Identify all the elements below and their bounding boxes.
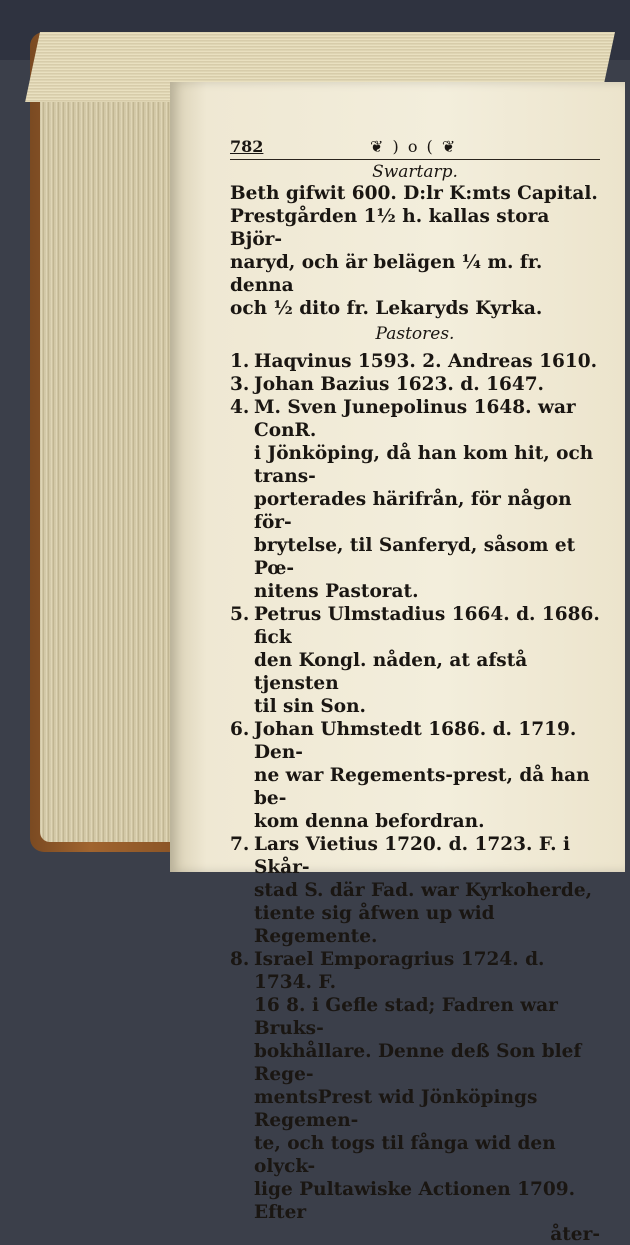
entry bbox=[230, 948, 600, 1224]
page-text bbox=[230, 137, 600, 1245]
entry-number: 5. bbox=[230, 604, 250, 625]
entry bbox=[230, 603, 600, 718]
entry-line: Israel Emporagrius 1724. d. 1734. F. bbox=[254, 949, 545, 993]
entry-line: den Kongl. nåden, at afstå tjensten bbox=[254, 650, 528, 694]
intro-line-4: och ½ dito fr. Lekaryds Kyrka. bbox=[230, 298, 543, 319]
header-ornament: ❦ ) o ( ❦ bbox=[370, 137, 458, 156]
entry-line: lige Pultawiske Actionen 1709. Efter bbox=[254, 1179, 576, 1223]
entry bbox=[230, 833, 600, 948]
entry-line: Johan Bazius 1623. d. 1647. bbox=[254, 374, 545, 395]
page-number: 782 bbox=[230, 137, 264, 156]
entry-number: 1. bbox=[230, 351, 250, 372]
entry-line: te, och togs til fånga wid den olyck- bbox=[254, 1133, 556, 1177]
entry-line: kom denna befordran. bbox=[254, 811, 485, 832]
entry-line: nitens Pastorat. bbox=[254, 581, 419, 602]
page-header bbox=[230, 137, 600, 160]
book-page bbox=[170, 82, 625, 1245]
entry bbox=[230, 350, 600, 373]
entry-line: i Jönköping, då han kom hit, och trans- bbox=[254, 443, 594, 487]
entry-line: stad S. där Fad. war Kyrkoherde, bbox=[254, 880, 593, 901]
entry-number: 8. bbox=[230, 949, 250, 970]
book bbox=[30, 22, 630, 1245]
entry-line: Johan Uhmstedt 1686. d. 1719. Den- bbox=[254, 719, 577, 763]
entry-number: 4. bbox=[230, 397, 250, 418]
intro-line-2: Prestgården 1½ h. kallas stora Björ- bbox=[230, 206, 550, 250]
entry-line: Petrus Ulmstadius 1664. d. 1686. fick bbox=[254, 604, 600, 648]
entry-line: tiente sig åfwen up wid Regemente. bbox=[254, 903, 495, 947]
catchword: åter- bbox=[550, 1224, 600, 1245]
entry-line: bokhållare. Denne deß Son blef Rege- bbox=[254, 1041, 582, 1085]
entry bbox=[230, 373, 600, 396]
entry-number: 6. bbox=[230, 719, 250, 740]
entry-line: Lars Vietius 1720. d. 1723. F. i Skår- bbox=[254, 834, 571, 878]
entry-line: til sin Son. bbox=[254, 696, 366, 717]
entry-line: M. Sven Junepolinus 1648. war ConR. bbox=[254, 397, 576, 441]
entry-line: mentsPrest wid Jönköpings Regemen- bbox=[254, 1087, 538, 1131]
running-title: Swartarp. bbox=[372, 162, 458, 182]
intro-line-3: naryd, och är belägen ¼ m. fr. denna bbox=[230, 252, 543, 296]
entry-number: 7. bbox=[230, 834, 250, 855]
entry-line: brytelse, til Sanferyd, såsom et Pœ- bbox=[254, 535, 576, 579]
entry-line: porterades härifrån, för någon för- bbox=[254, 489, 572, 533]
entry bbox=[230, 396, 600, 603]
intro-line-1: Beth gifwit 600. D:lr K:mts Capital. bbox=[230, 183, 598, 204]
section-title: Pastores. bbox=[375, 324, 455, 344]
entry-line: ne war Regements-prest, då han be- bbox=[254, 765, 590, 809]
entry-line: Haqvinus 1593. 2. Andreas 1610. bbox=[254, 351, 598, 372]
page-edges bbox=[40, 42, 190, 842]
entry bbox=[230, 718, 600, 833]
entry-line: 16 8. i Gefle stad; Fadren war Bruks- bbox=[254, 995, 558, 1039]
entry-number: 3. bbox=[230, 374, 250, 395]
